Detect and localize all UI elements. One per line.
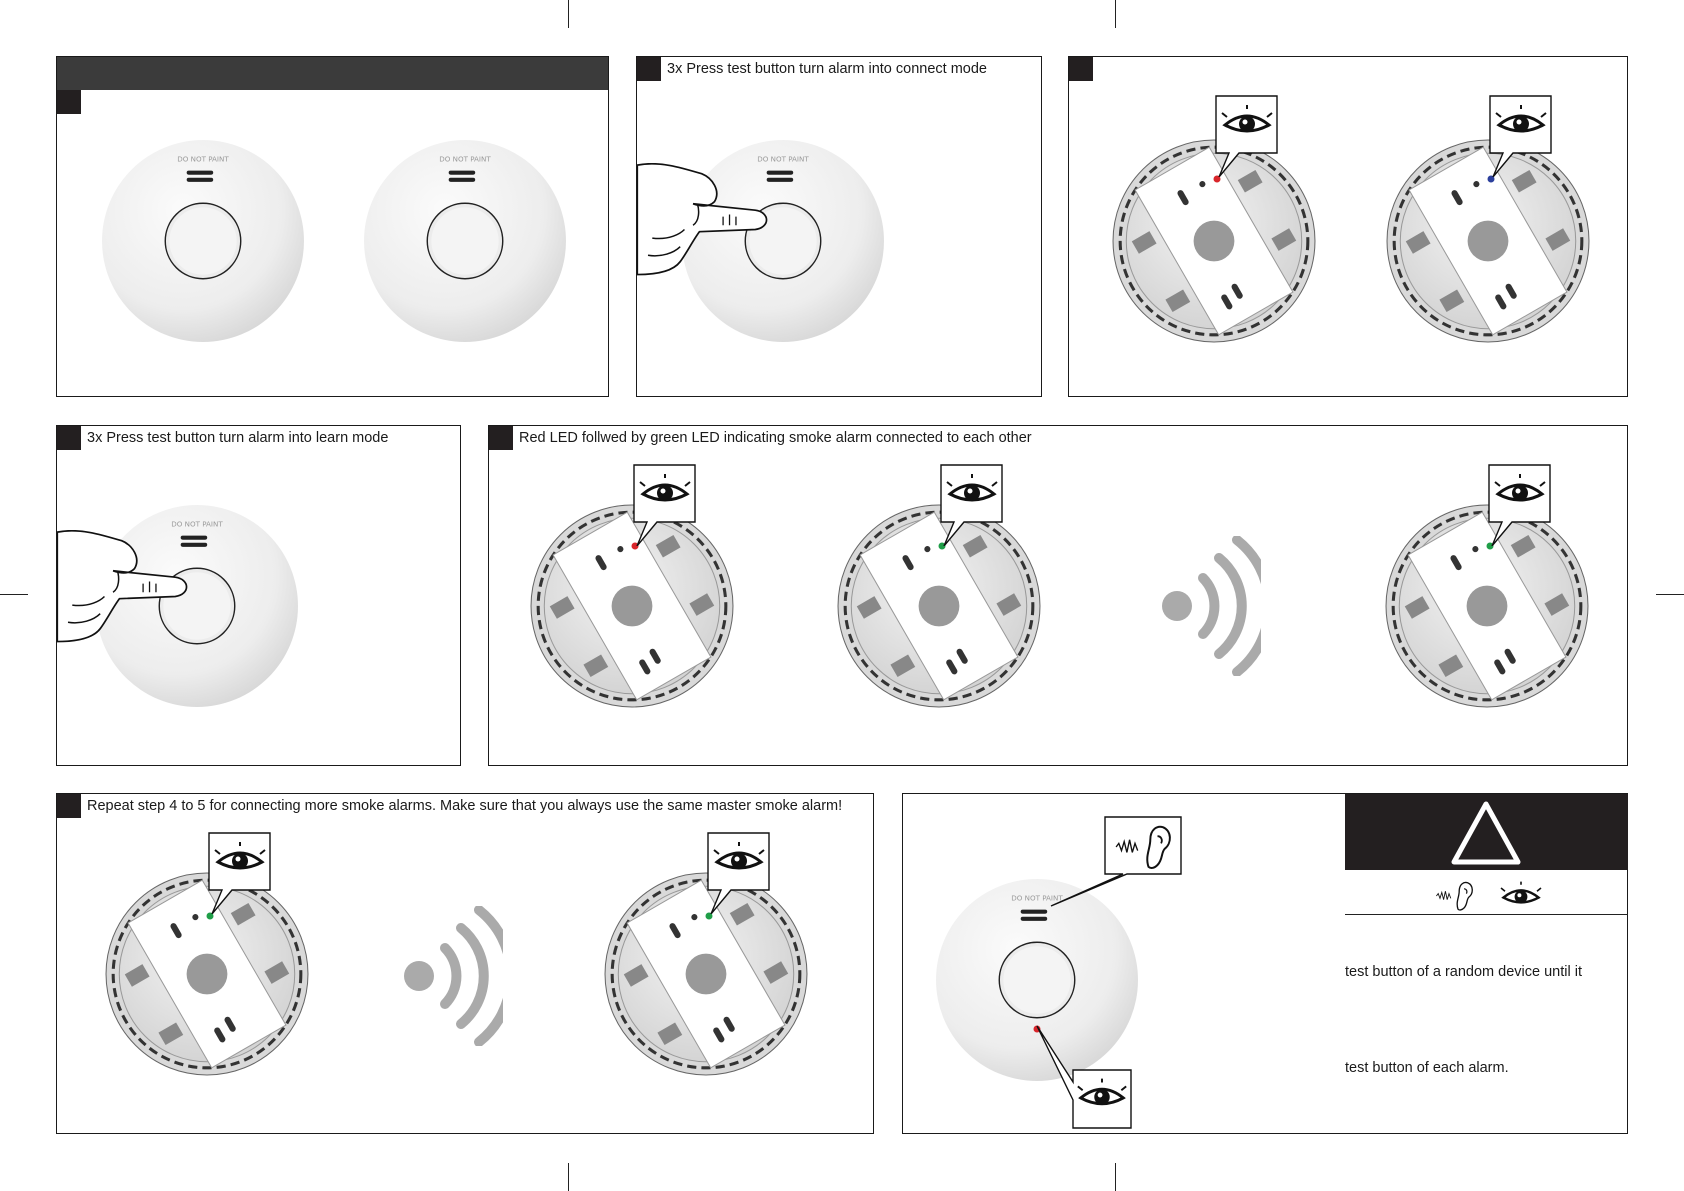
step-number-box	[1069, 57, 1093, 81]
warning-text-line2: test button of each alarm.	[1345, 1060, 1509, 1076]
step4-panel	[1068, 56, 1628, 397]
eye-icon	[1489, 95, 1553, 177]
smoke-alarm-base	[837, 504, 1041, 708]
hand-press-icon	[57, 530, 197, 648]
warning-triangle-icon	[1345, 794, 1628, 870]
crop-mark	[1115, 1163, 1116, 1191]
step-number-box	[57, 794, 81, 818]
ear-icon	[1033, 816, 1183, 926]
do-not-paint-label: DO NOT PAINT	[171, 519, 223, 529]
do-not-paint-label: DO NOT PAINT	[177, 154, 229, 164]
do-not-paint-label: DO NOT PAINT	[439, 154, 491, 164]
crop-mark	[568, 1163, 569, 1191]
eye-icon	[208, 832, 272, 914]
warning-header	[1345, 794, 1628, 870]
warning-text-line1: test button of a random device until it	[1345, 964, 1582, 980]
panel-title: 3x Press test button turn alarm into learn mode	[87, 430, 389, 446]
crop-mark	[568, 0, 569, 28]
step-number-box	[489, 426, 513, 450]
panel-title: 3x Press test button turn alarm into connect mode	[667, 61, 987, 77]
warning-divider	[1345, 914, 1628, 915]
eye-icon	[1488, 464, 1552, 546]
eye-icon	[707, 832, 771, 914]
step5-panel	[488, 425, 1628, 766]
smoke-alarm-base	[530, 504, 734, 708]
hand-press-icon	[637, 163, 777, 281]
step7-panel	[902, 793, 1628, 1134]
smoke-alarm-base	[1385, 504, 1589, 708]
wireless-signal-icon	[403, 906, 503, 1046]
ear-icon	[1433, 878, 1477, 914]
smoke-alarm-base	[604, 872, 808, 1076]
smoke-alarm-base	[105, 872, 309, 1076]
step2-panel	[56, 425, 461, 766]
panel-header-bar	[57, 57, 608, 90]
step-number-box	[57, 426, 81, 450]
eye-icon	[1497, 880, 1545, 912]
smoke-alarm-base	[1112, 139, 1316, 343]
crop-mark	[1656, 594, 1684, 595]
smoke-alarm-base	[1386, 139, 1590, 343]
eye-icon	[1033, 1024, 1133, 1130]
panel-title: Red LED follwed by green LED indicating smoke alarm connected to each other	[519, 430, 1032, 446]
crop-mark	[0, 594, 28, 595]
step1-panel	[56, 56, 609, 397]
eye-icon	[633, 464, 697, 546]
step-number-box	[57, 90, 81, 114]
eye-icon	[1215, 95, 1279, 177]
step3-panel	[636, 56, 1042, 397]
wireless-signal-icon	[1161, 536, 1261, 676]
do-not-paint-label: DO NOT PAINT	[757, 154, 809, 164]
smoke-alarm-front	[101, 139, 305, 343]
do-not-paint-label: DO NOT PAINT	[1011, 893, 1063, 903]
panel-title: Repeat step 4 to 5 for connecting more smoke alarms. Make sure that you always use the same master smoke alarm!	[87, 798, 843, 814]
eye-icon	[940, 464, 1004, 546]
step6-panel	[56, 793, 874, 1134]
smoke-alarm-front	[363, 139, 567, 343]
crop-mark	[1115, 0, 1116, 28]
step-number-box	[637, 57, 661, 81]
